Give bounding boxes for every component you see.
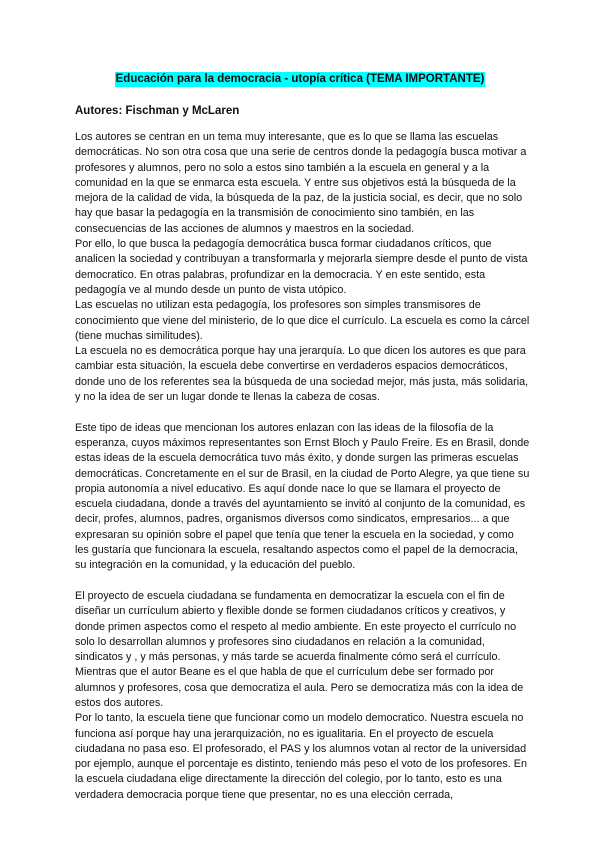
paragraph-4: La escuela no es democrática porque hay una jerarquía. Lo que dicen los autores es que para cambiar esta situación, la escuela debe convertirse en verdaderos espacios democráticos, donde uno de los referentes sea la búsqueda de una sociedad mejor, más justa, más solidaria, y no la idea de ser un lugar donde te llenas la cabeza de cosas.: [75, 345, 529, 404]
title-wrapper: [0, 69, 600, 87]
paragraph-1: Los autores se centran en un tema muy interesante, que es lo que se llama las escuelas democráticas. No son otra cosa que una serie de centros donde la pedagogía busca motivar a profesores y alumnos, pero no solo a estos sino también a la escuela en general y a la comunidad en la que se enmarca esta escuela. Y entre sus objetivos está la búsqueda de la mejora de la calidad de vida, la búsqueda de la paz, de la justicia social, es decir, que no solo hay que basar la pedagogía en la transmisión de conocimiento sino también, en las consecuencias de las acciones de alumnos y maestros en la sociedad.: [75, 131, 527, 235]
paragraph-2: Por ello, lo que busca la pedagogía democrática busca formar ciudadanos críticos, que analicen la sociedad y contribuyan a transformarla y mejorarla siempre desde el punto de vista democratico. En otras palabras, profundizar en la democracia. Y en este sentido, esta pedagogía ve al mundo desde un punto de vista utópico.: [75, 238, 528, 296]
document-body: [75, 130, 530, 803]
paragraph-3: Las escuelas no utilizan esta pedagogía, los profesores son simples transmisores de conocimiento que viene del ministerio, de lo que dice el currículo. La escuela es como la cárcel (tiene muchas similitudes).: [75, 299, 530, 342]
paragraph-7: Mientras que el autor Beane es el que habla de que el currículum debe ser formado por alumnos y profesores, cosa que democratiza el aula. Pero se democratiza más con la idea de estos dos autores.: [75, 666, 524, 709]
paragraph-6: El proyecto de escuela ciudadana se fundamenta en democratizar la escuela con el fin de diseñar un currículum abierto y flexible donde se formen ciudadanos críticos y creativos, y donde primen aspectos como el respeto al medio ambiente. En este proyecto el currículo no solo lo desarrollan alumnos y profesores sino ciudadanos en relación a la comunidad, sindicatos y , y más personas, y más tarde se acuerda finalmente cómo será el currículo.: [75, 589, 517, 664]
paragraph-8: Por lo tanto, la escuela tiene que funcionar como un modelo democratico. Nuestra escuela no funciona así porque hay una jerarquización, no es igualitaria. En el proyecto de escuela ciudadana no pasa eso. El profesorado, el PAS y los alumnos votan al rector de la universidad por ejemplo, aunque el porcentaje es distinto, teniendo más peso el voto de los profesores. En la escuela ciudadana elige directamente la dirección del colegio, por lo tanto, esto es una verdadera democracia porque tiene que presentar, no es una elección cerrada,: [75, 712, 527, 801]
authors-line: Autores: Fischman y McLaren: [75, 105, 240, 117]
paragraph-5: Este tipo de ideas que mencionan los autores enlazan con las ideas de la filosofía de la esperanza, cuyos máximos representantes son Ernst Bloch y Paulo Freire. Es en Brasil, donde estas ideas de la escuela democrática tuvo más éxito, y donde surgen las primeras escuelas democráticas. Concretamente en el sur de Brasil, en la ciudad de Porto Alegre, ya que tiene su propia autonomía a nivel educativo. Es aquí donde nace lo que se llamara el proyecto de escuela ciudadana, donde a través del ayuntamiento se invitó al conjunto de la comunidad, es decir, profes, alumnos, padres, organismos diversos como sindicatos, empresarios... a que expresaran su opinión sobre el papel que tenía que tener la escuela en la sociedad, y como les gustaría que funcionara la escuela, resaltando aspectos como el papel de la democracia, su integración en la comunidad, y la educación del pueblo.: [75, 421, 530, 572]
document-title: Educación para la democracia - utopía crítica (TEMA IMPORTANTE): [115, 73, 485, 85]
